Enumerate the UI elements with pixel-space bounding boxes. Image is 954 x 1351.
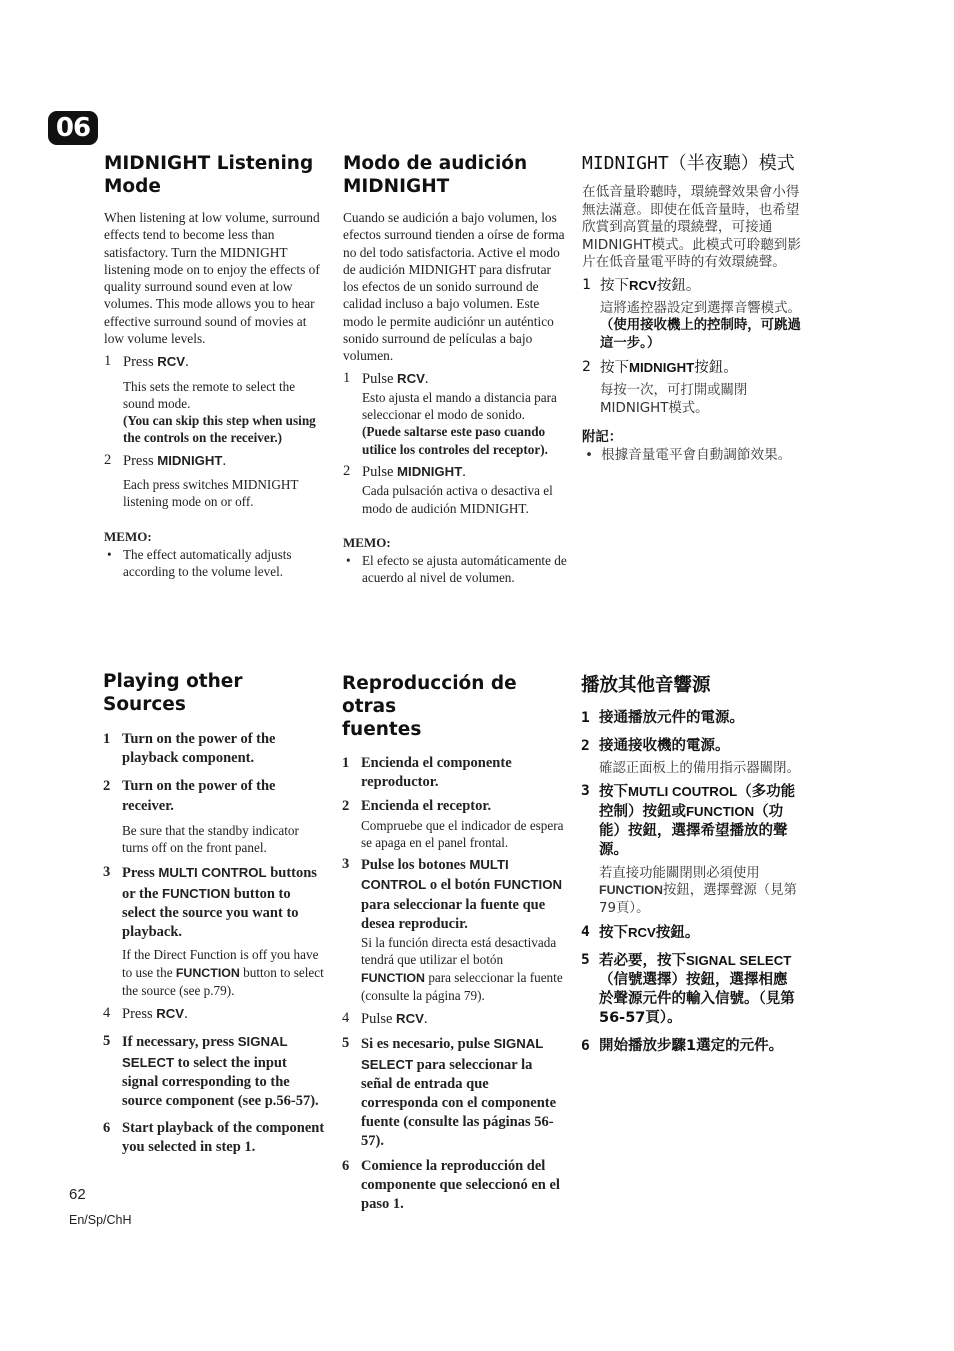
step-2: 2 Turn on the power of the receiver. [103,778,276,814]
section-title: 播放其他音響源 [581,675,711,696]
step-5: 5 If necessary, press SIGNAL SELECT to select the input signal corresponding to the source component (see p.56-57). [103,1033,319,1109]
step-1: 1 Press RCV. [104,353,189,371]
step-2: 2 按下MIDNIGHT按鈕。 [582,359,738,377]
step-5: 5 若必要，按下SIGNAL SELECT（信號選擇）按鈕，選擇相應於聲源元件的輸入信號。（見第56-57頁）。 [581,952,795,1026]
memo-heading: MEMO: [104,528,152,544]
step-3: 3 Pulse los botones MULTI CONTROL o el botón FUNCTION para seleccionar la fuente que desea reproducir. [342,856,563,932]
step-1: 1 按下RCV按鈕。 [582,276,701,294]
step-3: 3 Press MULTI CONTROL buttons or the FUNCTION button to select the source you want to playback. [103,864,317,941]
language-code: En/Sp/ChH [69,1213,132,1227]
intro-text: When listening at low volume, surround effects tend to become less than satisfactory. Turn the MIDNIGHT listening mode on to enjoy the effects of quality surround sound even at low volumes. This mode allows you to hear effective surround sound of movies at low volume levels. [104,210,320,347]
step-2: 2 Encienda el receptor. [342,798,492,815]
chapter-badge: 06 [48,111,98,145]
step-2-desc: 每按一次，可打開或關閉MIDNIGHT模式。 [600,383,748,416]
step-1-desc: Esto ajusta el mando a distancia para seleccionar el modo de sonido. [362,389,557,423]
memo-item: • The effect automatically adjusts according to the volume level. [104,546,322,581]
memo-heading: 附記： [582,430,623,446]
step-5: 5 Si es necesario, pulse SIGNAL SELECT para seleccionar la señal de entrada que corresponda con el componente fuente (consulte las páginas 56-57). [342,1035,557,1150]
step-4: 4 按下RCV按鈕。 [581,924,700,941]
memo-item: • 根據音量電平會自動調節效果。 [582,447,804,465]
step-1-note: （使用接收機上的控制時，可跳過這一步。） [600,318,801,351]
sp-midnight-section [343,152,567,586]
step-2-desc: Cada pulsación activa o desactiva el modo de audición MIDNIGHT. [362,483,553,516]
step-2-desc: Compruebe que el indicador de espera se apaga en el panel frontal. [361,817,564,850]
sp-sources-section [342,672,564,1214]
section-title: Reproducción de otras fuentes [342,673,517,740]
step-2-desc: Be sure that the standby indicator turns off on the front panel. [122,822,299,856]
ch-sources-section [581,674,801,1056]
ch-midnight-section [582,152,804,465]
step-3: 3 按下MUTLI COUTROL（多功能控制）按鈕或FUNCTION（功能）按鈕，選擇希望播放的聲源。 [581,782,796,858]
intro-text: 在低音量聆聽時，環繞聲效果會小得無法滿意。即使在低音量時，也希望欣賞到高質量的環繞聲，可接通MIDNIGHT模式。此模式可聆聽到影片在低音量電平時的有效環繞聲。 [582,184,801,271]
step-1: 1 接通播放元件的電源。 [581,710,744,726]
step-2-desc: Each press switches MIDNIGHT listening mode on or off. [123,476,299,510]
step-1: 1 Turn on the power of the playback component. [103,731,276,767]
step-4: 4 Pulse RCV. [342,1010,428,1028]
step-2-desc: 確認正面板上的備用指示器關閉。 [599,761,800,776]
step-1-note: (You can skip this step when using the controls on the receiver.) [123,413,316,446]
step-3-desc: If the Direct Function is off you have to use the FUNCTION button to select the source (see p.79). [122,947,324,998]
step-1-desc: 這將遙控器設定到選擇音響模式。 [600,300,801,316]
step-1-note: (Puede saltarse este paso cuando utilice los controles del receptor). [362,424,548,457]
step-1: 1 Encienda el componente reproductor. [342,755,512,791]
step-2: 2 Press MIDNIGHT. [104,451,227,469]
section-title: Modo de audición MIDNIGHT [343,153,528,197]
step-6: 6 Comience la reproducción del componente que seleccionó en el paso 1. [342,1157,560,1213]
step-2: 2 接通接收機的電源。 [581,738,730,754]
en-midnight-section [104,152,322,580]
step-6: 6 開始播放步驟1選定的元件。 [581,1038,784,1054]
step-3-desc: Si la función directa está desactivada tendrá que utilizar el botón FUNCTION para seleccionar la fuente (consulte la página 79). [361,935,563,1003]
page-number: 62 [69,1186,86,1203]
section-title: MIDNIGHT Listening Mode [104,153,314,197]
step-1: 1 Pulse RCV. [343,369,429,387]
en-sources-section [103,670,325,1158]
step-3-desc: 若直接功能關閉則必須使用FUNCTION按鈕，選擇聲源（見第79頁）。 [599,865,797,916]
memo-item: • El efecto se ajusta automáticamente de acuerdo al nivel de volumen. [343,552,567,587]
section-title: MIDNIGHT（半夜聽）模式 [582,153,795,174]
section-title: Playing other Sources [103,671,243,715]
step-2: 2 Pulse MIDNIGHT. [343,463,466,481]
step-6: 6 Start playback of the component you selected in step 1. [103,1120,325,1156]
memo-heading: MEMO: [343,534,391,550]
intro-text: Cuando se audición a bajo volumen, los efectos surround tienden a oírse de forma no del todo satisfactoria. Active el modo de audición MIDNIGHT para disfrutar los efectos de un sonido surround de calidad incluso a bajo volumen. Este modo le permite audiciónr un auténtico sonido surround de películas a bajo volumen. [343,210,565,364]
step-4: 4 Press RCV. [103,1005,188,1023]
step-1-desc: This sets the remote to select the sound mode. [123,378,296,411]
